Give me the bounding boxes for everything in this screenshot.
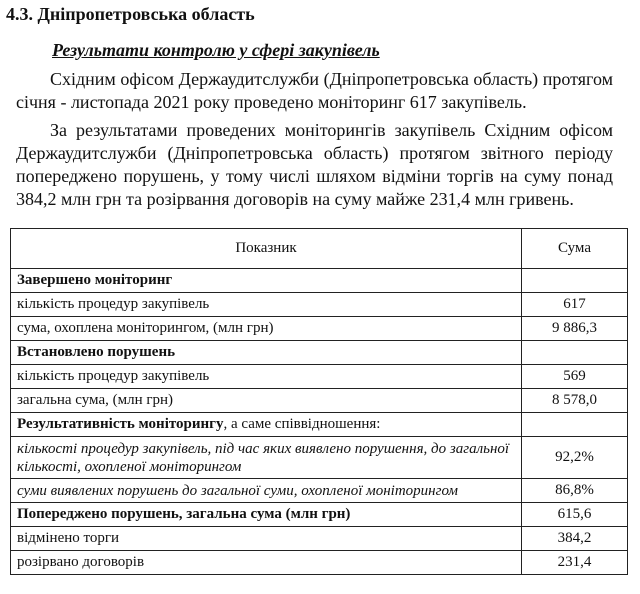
row-label: Попереджено порушень, загальна сума (млн грн) [11,503,522,527]
header-indicator: Показник [11,229,522,269]
table-row [11,551,628,575]
table-row [11,365,628,389]
table-row [11,437,628,479]
row-label: кількість процедур закупівель [11,293,522,317]
table-header-row [11,229,628,269]
header-amount: Сума [522,229,628,269]
section-subheading: Результати контролю у сфері закупівель [52,40,380,60]
row-label-rest: , а саме співвідношення: [223,416,381,432]
row-label-bold: Результативність моніторингу [17,416,224,432]
row-value: 92,2% [522,437,628,479]
row-value: 569 [522,365,628,389]
row-label: кількості процедур закупівель, під час яких виявлено порушення, до загальної кількості, охопленої моніторингом [11,437,522,479]
table-row [11,341,628,365]
table-row [11,479,628,503]
row-label: Встановлено порушень [11,341,522,365]
section-heading: 4.3. Дніпропетровська область [6,4,255,24]
row-label: сума, охоплена моніторингом, (млн грн) [11,317,522,341]
row-label: загальна сума, (млн грн) [11,389,522,413]
row-value [522,269,628,293]
row-value: 86,8% [522,479,628,503]
row-label: суми виявлених порушень до загальної суми, охопленої моніторингом [11,479,522,503]
results-table [10,228,628,575]
row-value [522,341,628,365]
row-value [522,413,628,437]
table-row [11,269,628,293]
table-row [11,317,628,341]
row-value: 384,2 [522,527,628,551]
row-label: розірвано договорів [11,551,522,575]
row-value: 8 578,0 [522,389,628,413]
row-value: 617 [522,293,628,317]
table-row [11,527,628,551]
table-row [11,389,628,413]
row-label [11,413,522,437]
row-value: 615,6 [522,503,628,527]
row-value: 9 886,3 [522,317,628,341]
table-row [11,413,628,437]
table-row [11,503,628,527]
row-value: 231,4 [522,551,628,575]
paragraph-monitoring-count: Східним офісом Держаудитслужби (Дніпропетровська область) протягом січня - листопада 2021 року проведено моніторинг 617 закупівель. [16,69,613,112]
paragraph-prevented-violations: За результатами проведених моніторингів закупівель Східним офісом Держаудитслужби (Дніпропетровська область) протягом звітного періоду попереджено порушень, у тому числі шляхом відміни торгів на суму понад 384,2 млн грн та розірвання договорів на суму майже 231,4 млн гривень. [16,120,613,209]
row-label: Завершено моніторинг [11,269,522,293]
row-label: кількість процедур закупівель [11,365,522,389]
row-label: відмінено торги [11,527,522,551]
table-row [11,293,628,317]
